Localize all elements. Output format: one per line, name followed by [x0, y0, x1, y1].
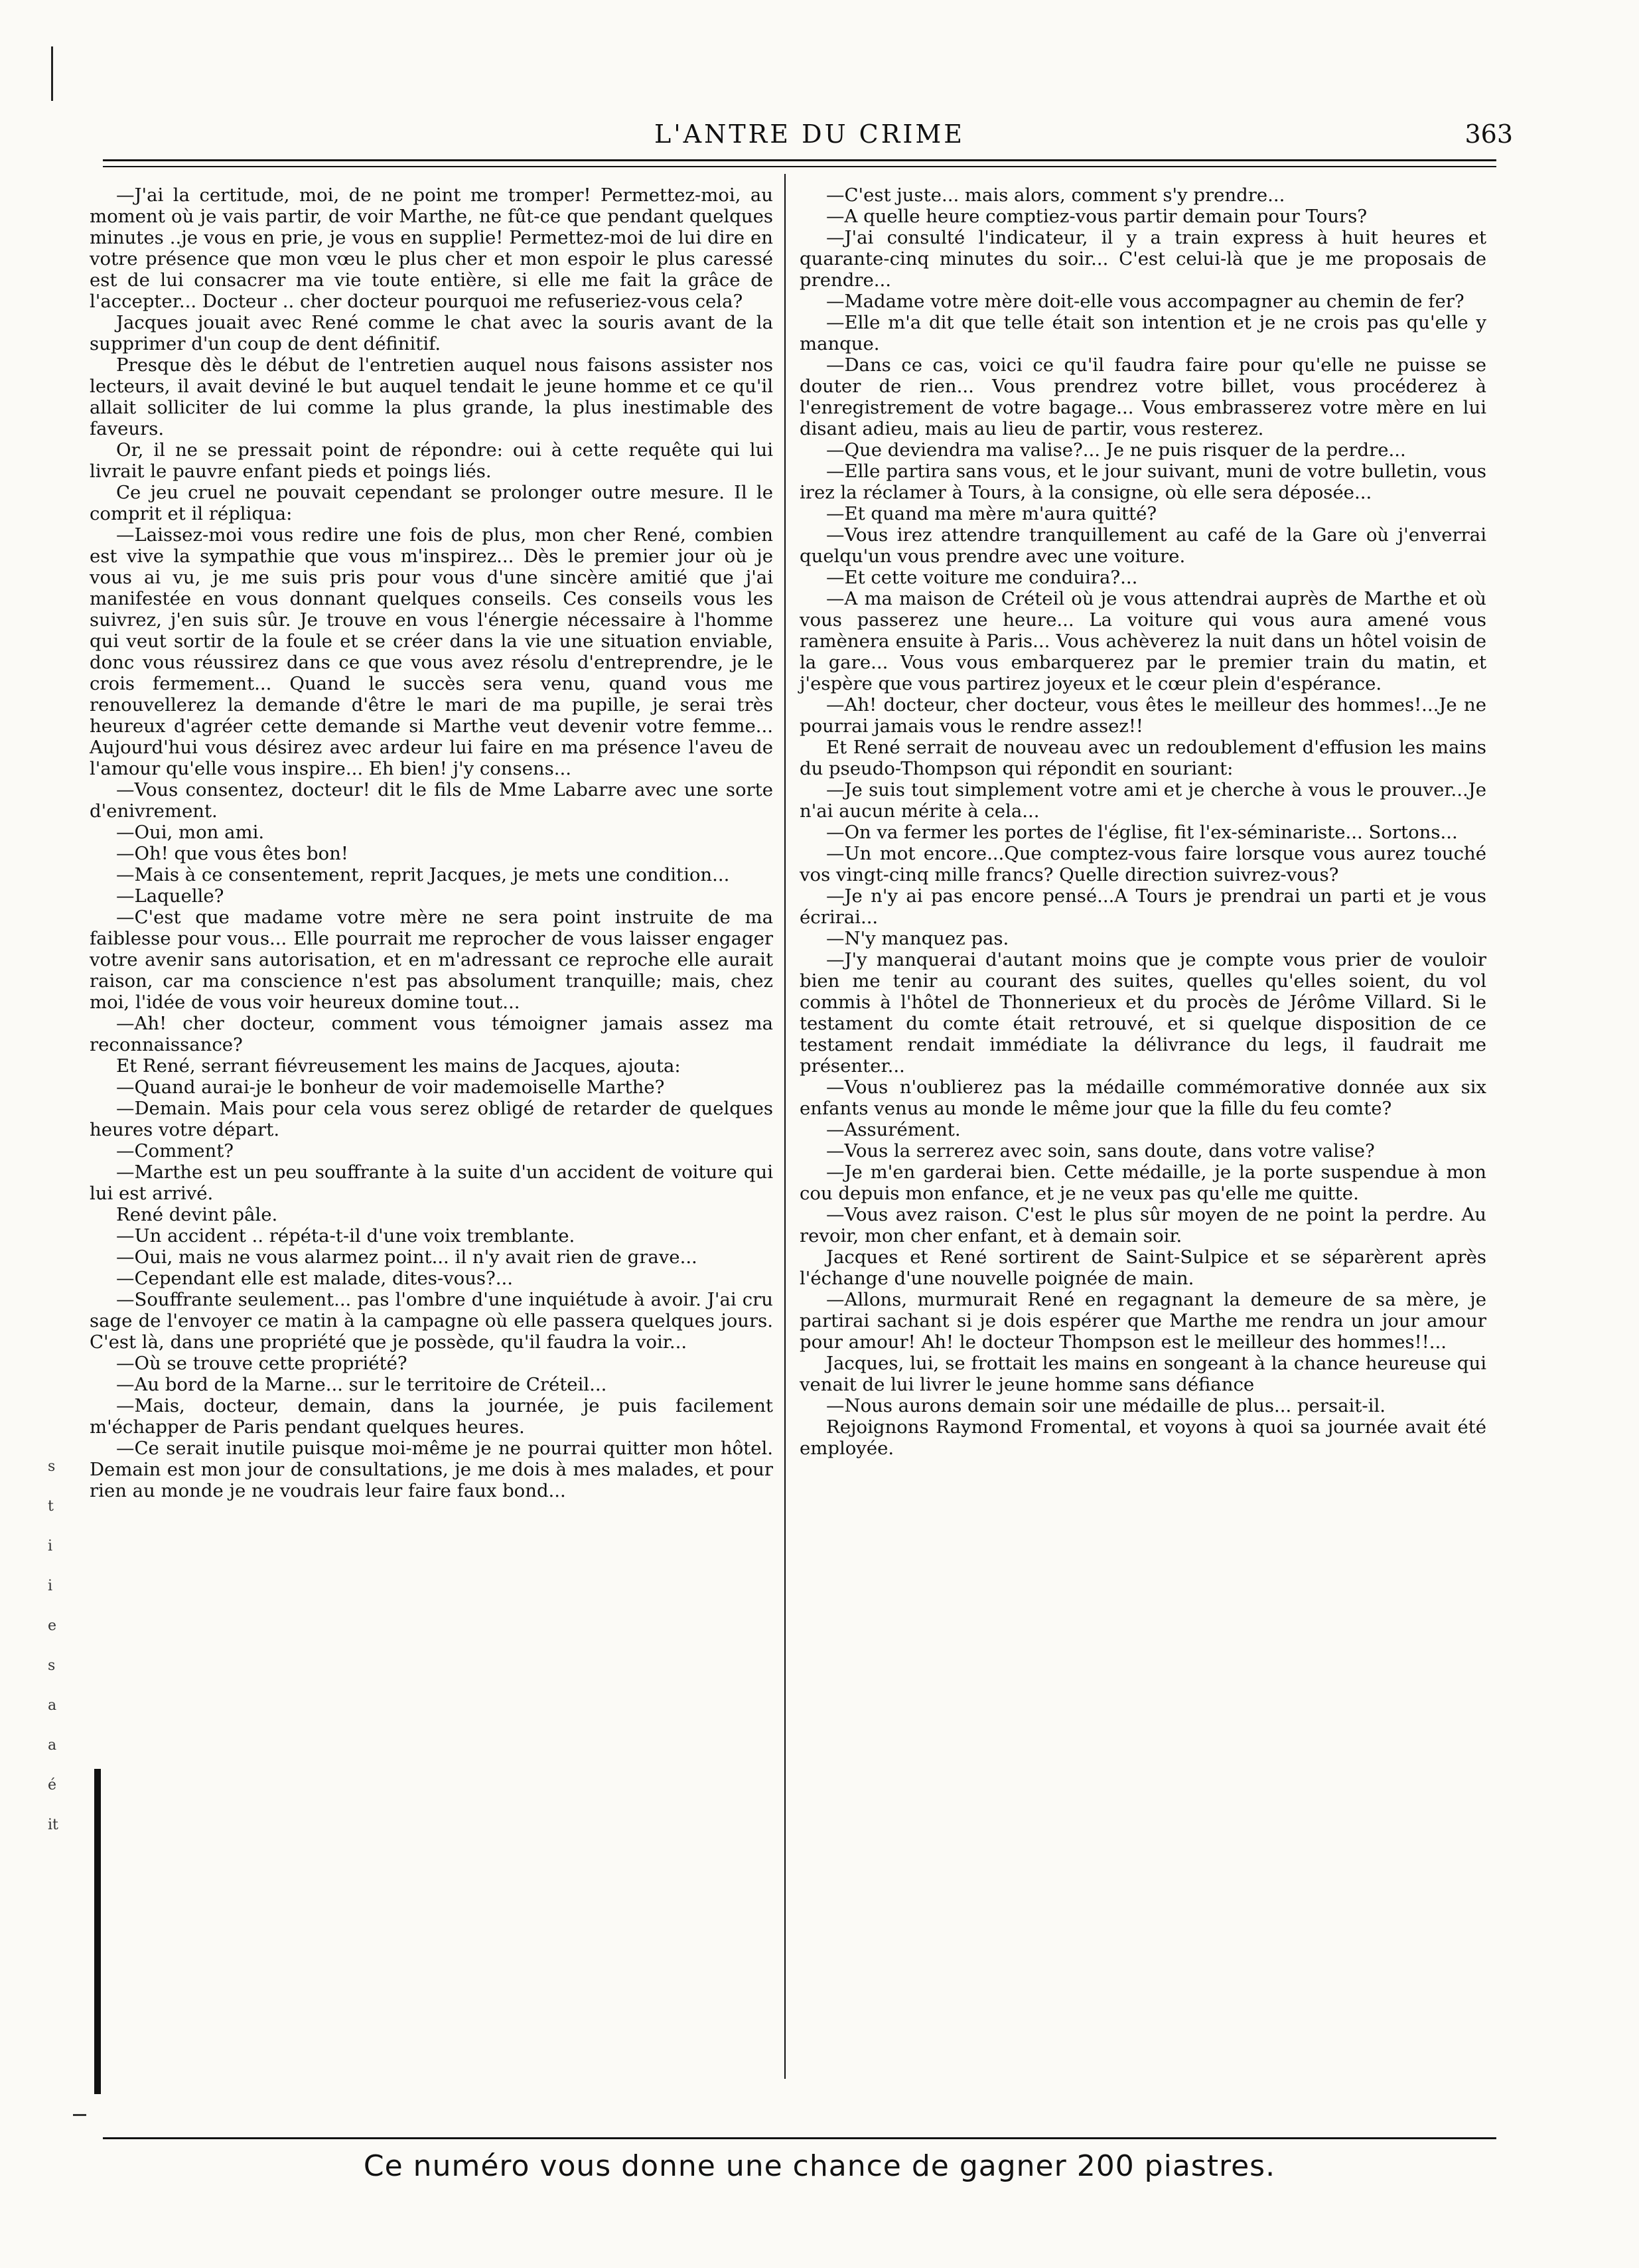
paragraph: —Laquelle?	[116, 885, 224, 907]
paragraph: —Laissez-moi vous redire une fois de plus, mon cher René, combien est vive la sympathie que vous m'inspirez... Dès le premier jour où je vous ai vu, je me suis pris pour vous d'une sincère amitié que j'ai manifestée en vous donnant quelques conseils. Ces conseils vous les suivrez, j'en suis sûr. Je trouve en vous l'énergie nécessaire à l'homme qui veut sortir de la foule et se créer dans la vie une situation enviable, donc vous réussirez dans ce que vous avez résolu d'entreprendre, je le crois fermement... Quand le succès sera venu, quand vous me renouvellerez la demande d'être le mari de ma pupille, je serai très heureux d'agréer cette demande si Marthe veut devenir votre femme... Aujourd'hui vous désirez avec ardeur lui faire en ma présence l'aveu de l'amour qu'elle vous inspire... Eh bien! j'y consens...	[90, 524, 773, 779]
gutter-letter: é	[48, 1777, 57, 1793]
paragraph: —Un mot encore...Que comptez-vous faire lorsque vous aurez touché vos vingt-cinq mille francs? Quelle direction suivrez-vous?	[800, 843, 1486, 885]
paragraph: —Allons, murmurait René en regagnant la demeure de sa mère, je partirai sachant si je dois espérer que Marthe me rendra un jour amour pour amour! Ah! le docteur Thompson est le meilleur des hommes!!...	[800, 1289, 1486, 1353]
header-rule-thin	[103, 166, 1496, 167]
paragraph: —A ma maison de Créteil où je vous attendrai auprès de Marthe et où vous passerez une heure... La voiture qui vous aura amené vous ramènera ensuite à Paris... Vous achèverez la nuit dans un hôtel voisin de la gare... Vous vous embarquerez par le premier train du matin, et j'espère que vous partirez joyeux et le cœur plein d'espérance.	[800, 588, 1486, 694]
paragraph: —Mais, docteur, demain, dans la journée, je puis facilement m'échapper de Paris pendant quelques heures.	[90, 1395, 773, 1438]
paragraph: —Que deviendra ma valise?... Je ne puis risquer de la perdre...	[826, 439, 1406, 461]
paragraph: —Vous irez attendre tranquillement au café de la Gare où j'enverrai quelqu'un vous prendre avec une voiture.	[800, 524, 1486, 567]
paragraph: Jacques, lui, se frottait les mains en songeant à la chance heureuse qui venait de lui livrer le jeune homme sans défiance	[800, 1353, 1486, 1395]
paragraph: Or, il ne se pressait point de répondre: oui à cette requête qui lui livrait le pauvre enfant pieds et poings liés.	[90, 439, 773, 482]
paragraph: —Elle partira sans vous, et le jour suivant, muni de votre bulletin, vous irez la réclamer à Tours, à la consigne, où elle sera déposée...	[800, 461, 1486, 503]
left-column	[90, 185, 773, 1501]
paragraph: —Oui, mais ne vous alarmez point... il n'y avait rien de grave...	[116, 1247, 697, 1268]
gutter-letter: s	[48, 1657, 56, 1674]
page-number: 363	[1464, 119, 1513, 149]
gutter-letter: it	[48, 1817, 58, 1833]
paragraph: —Vous avez raison. C'est le plus sûr moyen de ne point la perdre. Au revoir, mon cher enfant, et à demain soir.	[800, 1204, 1486, 1247]
gutter-letter: t	[48, 1498, 54, 1515]
running-title: L'ANTRE DU CRIME	[654, 119, 965, 149]
paragraph: —Vous n'oublierez pas la médaille commémorative donnée aux six enfants venus au monde le même jour que la fille du feu comte?	[800, 1077, 1486, 1119]
paragraph: —Assurément.	[826, 1119, 961, 1140]
column-divider	[784, 174, 786, 2079]
paragraph: —Ah! docteur, cher docteur, vous êtes le meilleur des hommes!...Je ne pourrai jamais vous le rendre assez!!	[800, 694, 1486, 737]
paragraph: Ce jeu cruel ne pouvait cependant se prolonger outre mesure. Il le comprit et il répliqua:	[90, 482, 773, 524]
paragraph: Jacques et René sortirent de Saint-Sulpice et se séparèrent après l'échange d'une nouvelle poignée de main.	[800, 1247, 1486, 1289]
paragraph: —J'ai consulté l'indicateur, il y a train express à huit heures et quarante-cinq minutes du soir... C'est celui-là que je me proposais de prendre...	[800, 227, 1486, 291]
paragraph: —Souffrante seulement... pas l'ombre d'une inquiétude à avoir. J'ai cru sage de l'envoyer ce matin à la campagne où elle passera quelques jours. C'est là, dans une propriété que je possède, qu'il faudra la voir...	[90, 1289, 773, 1353]
header-rule	[103, 159, 1496, 161]
paragraph: —Je n'y ai pas encore pensé...A Tours je prendrai un parti et je vous écrirai...	[800, 885, 1486, 928]
paragraph: —Et quand ma mère m'aura quitté?	[826, 503, 1157, 524]
paragraph: Et René, serrant fiévreusement les mains de Jacques, ajouta:	[116, 1055, 681, 1077]
paragraph: —Comment?	[116, 1140, 234, 1162]
margin-dash	[73, 2114, 86, 2116]
paragraph: —C'est juste... mais alors, comment s'y prendre...	[826, 185, 1285, 206]
paragraph: —Et cette voiture me conduira?...	[826, 567, 1138, 588]
gutter-letter: i	[48, 1538, 53, 1554]
gutter-letter: a	[48, 1737, 57, 1754]
paragraph: —A quelle heure comptiez-vous partir demain pour Tours?	[826, 206, 1368, 227]
paragraph: —Je m'en garderai bien. Cette médaille, je la porte suspendue à mon cou depuis mon enfance, et je ne veux pas qu'elle me quitte.	[800, 1162, 1486, 1204]
paragraph: —Quand aurai-je le bonheur de voir mademoiselle Marthe?	[116, 1077, 665, 1098]
paragraph: —N'y manquez pas.	[826, 928, 1009, 949]
paragraph: Et René serrait de nouveau avec un redoublement d'effusion les mains du pseudo-Thompson qui répondit en souriant:	[800, 737, 1486, 779]
footer-notice: Ce numéro vous donne une chance de gagner 200 piastres.	[363, 2149, 1276, 2183]
paragraph: —Oh! que vous êtes bon!	[116, 843, 348, 864]
paragraph: —C'est que madame votre mère ne sera point instruite de ma faiblesse pour vous... Elle pourrait me reprocher de vous laisser engager votre avenir sans autorisation, et en m'adressant ce reproche elle aurait raison, car ma conscience n'est pas absolument tranquille; mais, chez moi, l'idée de vous voir heureux domine tout...	[90, 907, 773, 1013]
paragraph: —Oui, mon ami.	[116, 822, 265, 843]
gutter-bleed-letters	[48, 1447, 61, 1845]
paragraph: —Vous consentez, docteur! dit le fils de Mme Labarre avec une sorte d'enivrement.	[90, 779, 773, 822]
paragraph: Jacques jouait avec René comme le chat avec la souris avant de la supprimer d'un coup de dent définitif.	[90, 312, 773, 354]
paragraph: —Madame votre mère doit-elle vous accompagner au chemin de fer?	[826, 291, 1464, 312]
paragraph: Presque dès le début de l'entretien auquel nous faisons assister nos lecteurs, il avait deviné le but auquel tendait le jeune homme et ce qu'il allait solliciter de lui comme la plus grande, la plus inestimable des faveurs.	[90, 354, 773, 439]
paragraph: —J'ai la certitude, moi, de ne point me tromper! Permettez-moi, au moment où je vais partir, de voir Marthe, ne fût-ce que pendant quelques minutes ..je vous en prie, je vous en supplie! Permettez-moi de lui dire en votre présence que mon vœu le plus cher et mon espoir le plus caressé est de lui consacrer ma vie toute entière, si elle me fait la grâce de l'accepter... Docteur .. cher docteur pourquoi me refuseriez-vous cela?	[90, 185, 773, 312]
gutter-letter: e	[48, 1618, 57, 1634]
paragraph: —Marthe est un peu souffrante à la suite d'un accident de voiture qui lui est arrivé.	[90, 1162, 773, 1204]
paragraph: —Ah! cher docteur, comment vous témoigner jamais assez ma reconnaissance?	[90, 1013, 773, 1055]
paragraph: —Demain. Mais pour cela vous serez obligé de retarder de quelques heures votre départ.	[90, 1098, 773, 1140]
paragraph: —Vous la serrerez avec soin, sans doute, dans votre valise?	[826, 1140, 1375, 1162]
gutter-letter: i	[48, 1578, 53, 1594]
paragraph: —Elle m'a dit que telle était son intention et je ne crois pas qu'elle y manque.	[800, 312, 1486, 354]
paragraph: —Je suis tout simplement votre ami et je cherche à vous le prouver...Je n'ai aucun mérite à cela...	[800, 779, 1486, 822]
paragraph: —J'y manquerai d'autant moins que je compte vous prier de vouloir bien me tenir au courant des suites, quelles qu'elles soient, du vol commis à l'hôtel de Thonnerieux et du procès de Jérôme Villard. Si le testament du comte était retrouvé, et si quelque disposition de ce testament rendait immédiate la délivrance du legs, il faudrait me présenter...	[800, 949, 1486, 1077]
paragraph: —Où se trouve cette propriété?	[116, 1353, 407, 1374]
right-column	[800, 185, 1486, 1459]
gutter-letter: s	[48, 1458, 56, 1475]
paragraph: —Ce serait inutile puisque moi-même je ne pourrai quitter mon hôtel. Demain est mon jour de consultations, je me dois à mes malades, et pour rien au monde je ne voudrais leur faire faux bond...	[90, 1438, 773, 1501]
paragraph: —Cependant elle est malade, dites-vous?...	[116, 1268, 514, 1289]
paragraph: —On va fermer les portes de l'église, fit l'ex-séminariste... Sortons...	[826, 822, 1458, 843]
paragraph: René devint pâle.	[116, 1204, 278, 1225]
paragraph: —Mais à ce consentement, reprit Jacques, je mets une condition...	[116, 864, 730, 885]
paragraph: —Au bord de la Marne... sur le territoire de Créteil...	[116, 1374, 607, 1395]
paragraph: —Un accident .. répéta-t-il d'une voix tremblante.	[116, 1225, 575, 1247]
paragraph: —Dans ce cas, voici ce qu'il faudra faire pour qu'elle ne puisse se douter de rien... Vous prendrez votre billet, vous procéderez à l'enregistrement de votre bagage... Vous embrasserez votre mère en lui disant adieu, mais au lieu de partir, vous resterez.	[800, 354, 1486, 439]
binding-shadow	[94, 1769, 101, 2094]
paragraph: —Nous aurons demain soir une médaille de plus... persait-il.	[826, 1395, 1386, 1416]
paragraph: Rejoignons Raymond Fromental, et voyons à quoi sa journée avait été employée.	[800, 1416, 1486, 1459]
gutter-letter: a	[48, 1697, 57, 1714]
page-margin-mark	[51, 46, 53, 101]
footer-rule	[103, 2137, 1496, 2139]
